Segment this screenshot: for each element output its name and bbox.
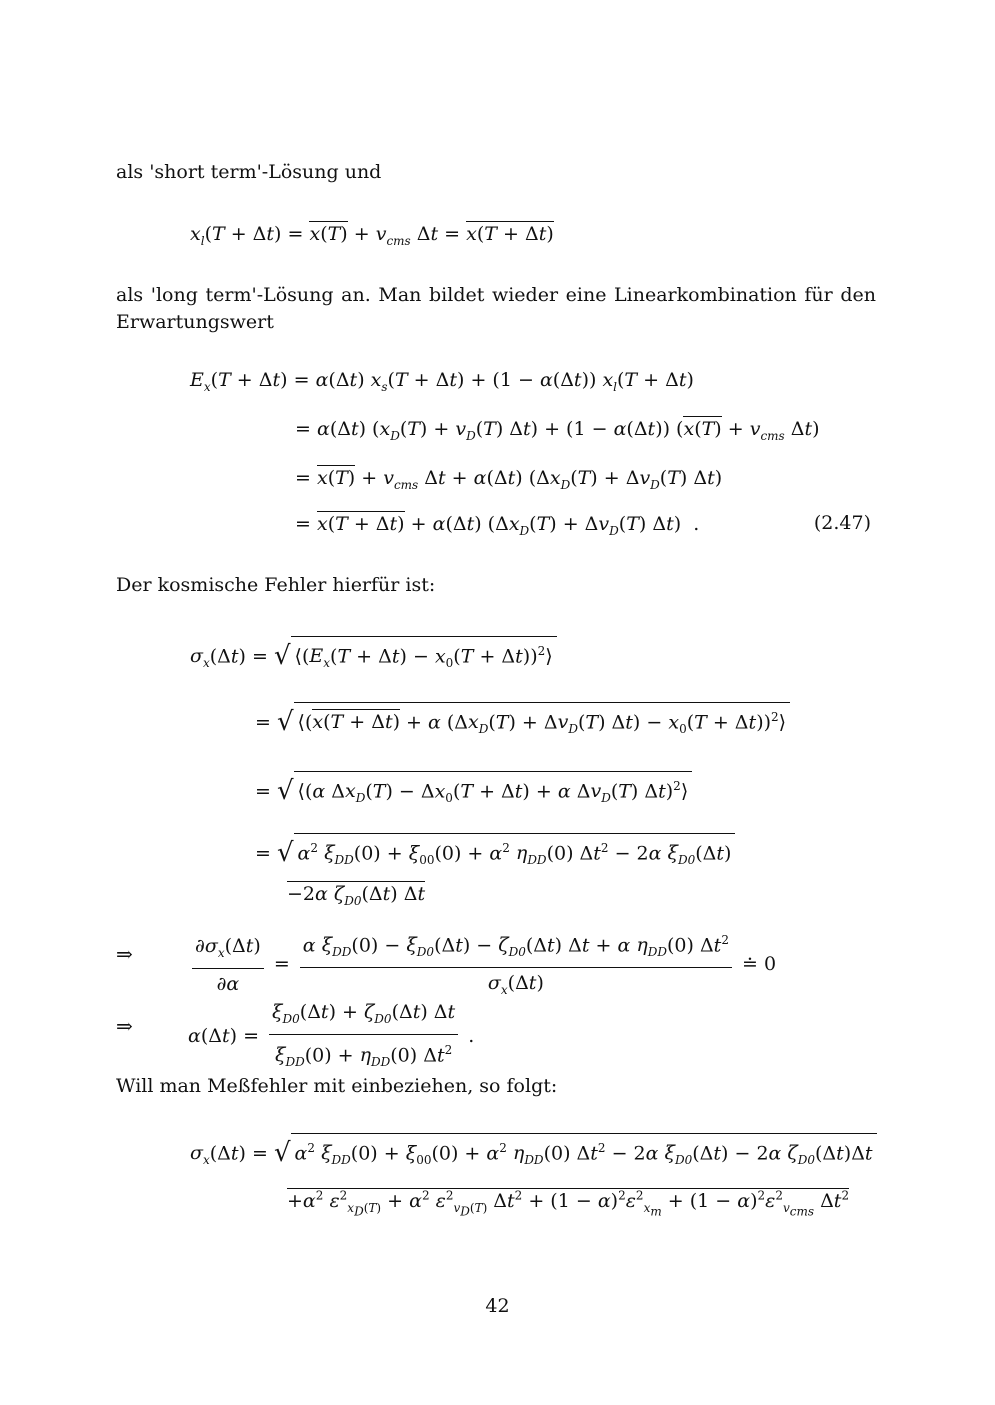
sigma-line-5: −2α $\zeta_{D0}(\Delta t)$ Δt xyxy=(287,883,426,908)
derivative-equation: $\frac{\partial\sigma_x(\Delta t)}{\partial\alpha}$ = $\frac{\alpha \xi_{DD}(0) - \xi_{D0}(\Delta t) - \zeta_{D0}(\Delta t) \Delta t + \alpha \eta_{DD}(0) \Delta t^2}{\sigma_x(\Delta t)}$ ≐ 0 xyxy=(188,928,776,1002)
sigma-line-2: = √ ⟨(x(T + Δt) + α $(\Delta x_D(T) + \Delta v_D(T) \Delta t) - x_0(T$ + Δt))$^2$⟩ xyxy=(255,702,790,741)
sigma-mess-line-2: $+\alpha^2$ $\varepsilon^2_{x_D(T)} + \alpha^2$ $\varepsilon^2_{v_D(T)}$ $\Delta t^2 + (1 - \alpha)^2\varepsilon^2_{x_m} + (1 - \alpha)^2\varepsilon^2_{v_{cms}}$ $\Delta t^2$ xyxy=(287,1189,850,1219)
sigma-mess-line-1: $\sigma_x(\Delta t)$ = √ $\alpha^2$ $\xi_{DD}(0) + \xi_{00}(0) + \alpha^2$ $\eta_{DD}(0) \Delta t^2 - 2\alpha$ $\xi_{D0}(\Delta t) - 2\alpha$ $\zeta_{D0}(\Delta t)\Delta t$ xyxy=(190,1133,877,1172)
sigma-line-1: $\sigma_x(\Delta t)$ = √ $⟨(E_x(T + \Delta t) - x_0(T$ + Δt))$^2$⟩ xyxy=(190,636,557,675)
sigma-line-3: = √ ⟨(α $\Delta x_D(T) - \Delta x_0(T + \Delta t) + \alpha$ $\Delta v_D(T)$ Δt)$^2$⟩ xyxy=(255,771,692,810)
paragraph-error: Der kosmische Fehler hierfür ist: xyxy=(116,574,436,596)
equation-247-line-4: = x(T + Δt) + α(Δt) ($\Delta x_D(T) + \Delta v_D(T)$ Δt) . xyxy=(295,513,700,538)
implies-arrow-1: ⇒ xyxy=(116,942,133,966)
equation-number: (2.47) xyxy=(813,512,871,534)
alpha-equation: α(Δt) = $\frac{\xi_{D0}(\Delta t) + \zeta_{D0}(\Delta t) \Delta t}{\xi_{DD}(0) + \eta_{DD}(0) \Delta t^2}$ . xyxy=(188,1001,475,1069)
intro-short-text: als 'short term'-Lösung und xyxy=(116,161,382,183)
equation-long-term: $x_l(T + \Delta t) = x(T) + v_{cms}$ Δt = x(T + Δt) xyxy=(190,223,554,248)
paragraph-long-term: als 'long term'-Lösung an. Man bildet wieder eine Linearkombination für den Erwartungswert xyxy=(116,284,876,333)
page-number: 42 xyxy=(485,1295,510,1317)
paragraph-mess: Will man Meßfehler mit einbeziehen, so folgt: xyxy=(116,1075,558,1097)
sigma-line-4: = √ $\alpha^2$ $\xi_{DD}(0) + \xi_{00}(0) + \alpha^2$ $\eta_{DD}(0) \Delta t^2 - 2\alpha$ $\xi_{D0}(\Delta t)$ xyxy=(255,833,735,872)
equation-247-line-2: = α(Δt) $(x_D(T) + v_D(T) \Delta t) + (1 - \alpha(\Delta t)) (x(T) + v_{cms}$ Δt) xyxy=(295,418,820,443)
implies-arrow-2: ⇒ xyxy=(116,1014,133,1038)
equation-247-line-1: $E_x(T + \Delta t) = \alpha(\Delta t) x_s(T + \Delta t) + (1 - \alpha(\Delta t)) x_l(T + \Delta t)$ xyxy=(190,369,694,394)
equation-247-line-3: = $x(T) + v_{cms}$ Δt + α(Δt) ($\Delta x_D(T) + \Delta v_D(T)$ Δt) xyxy=(295,467,723,492)
